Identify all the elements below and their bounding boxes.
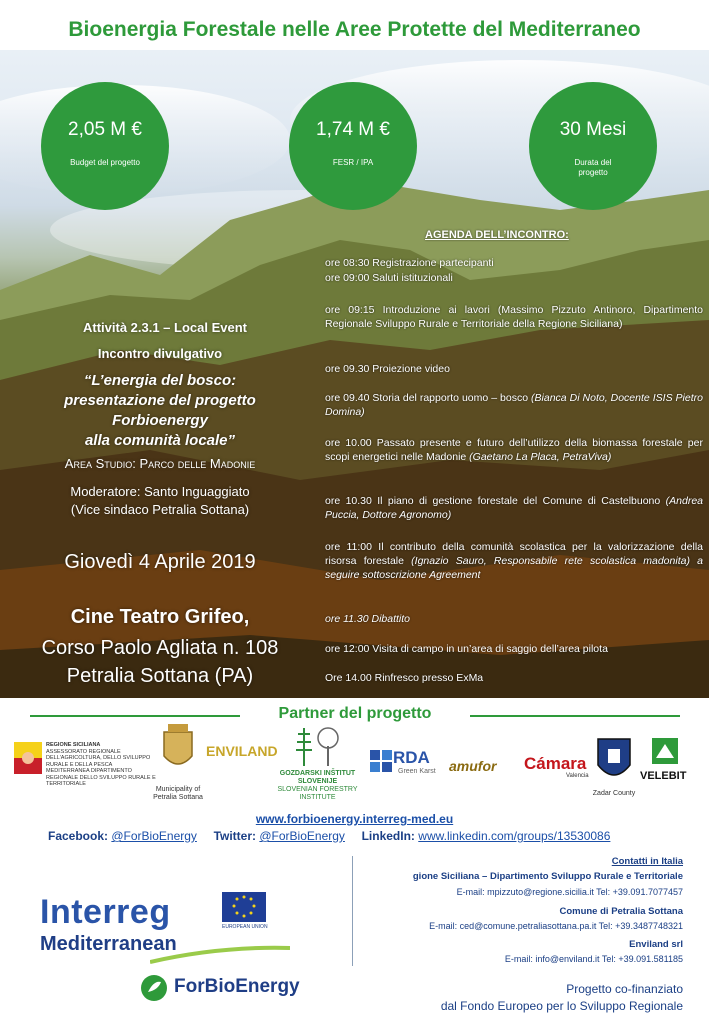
linkedin-label: LinkedIn: [361, 829, 415, 843]
agenda-item: ore 08:30 Registrazione partecipanti [325, 257, 494, 269]
contact-line: E-mail: info@enviland.it Tel: +39.091.581185 [504, 954, 683, 964]
enviland-logo[interactable]: ENVILAND [206, 743, 278, 759]
event-title-line: Forbioenergy [112, 412, 208, 429]
municipality-label: Municipality of Petralia Sottana [153, 786, 203, 801]
trees-icon [294, 724, 344, 768]
zadar-county-logo[interactable] [596, 737, 632, 790]
divider [352, 856, 353, 966]
petralia-crest-logo[interactable] [160, 722, 196, 779]
camara-logo[interactable]: Cámara [524, 754, 587, 773]
velebit-logo[interactable] [652, 738, 678, 769]
amufor-logo[interactable]: amufor [449, 758, 497, 774]
gozdarski-subtitle: SLOVENIAN FORESTRY INSTITUTE [277, 786, 358, 801]
duration-circle [529, 82, 657, 210]
event-address-street: Corso Paolo Agliata n. 108 [41, 637, 279, 659]
regione-siciliana-name: REGIONE SICILIANA [46, 742, 101, 748]
event-title-line: presentazione del progetto [64, 392, 256, 409]
fesr-circle [289, 82, 417, 210]
agenda-item: ore 11.30 Dibattito [325, 613, 411, 625]
fesr-label: FESR / IPA [332, 158, 374, 167]
agenda-item: ore 10.00 Passato presente e futuro dell’utilizzo della biomassa forestale per scopi energetici nelle Madonie (Gaetano La Placa, PetraViva) [325, 437, 703, 463]
event-address-city: Petralia Sottana (PA) [66, 665, 254, 687]
eu-flag-icon [222, 892, 266, 922]
shield-icon [596, 737, 632, 785]
rda-mark-icon [370, 750, 392, 772]
regione-siciliana-text [46, 742, 156, 788]
gozdarski-label [270, 770, 365, 802]
agenda-item: ore 10.30 Il piano di gestione forestale del Comune di Castelbuono (Andrea Puccia, Dottore Agronomo) [325, 495, 703, 521]
forbio-logo-mark [140, 974, 168, 1007]
moderator-name: Moderatore: Santo Inguaggiato [70, 484, 250, 499]
eu-label: EUROPEAN UNION [222, 924, 268, 930]
zadar-label: Zadar County [592, 790, 636, 797]
contact-line: E-mail: mpizzuto@regione.sicilia.it Tel: +39.091.7077457 [456, 887, 683, 897]
interreg-logo[interactable]: Interreg [40, 893, 171, 931]
regione-siciliana-subtitle: ASSESSORATO REGIONALE DELL'AGRICOLTURA, DELLO SVILUPPO RURALE E DELLA PESCA MEDITERRANEA DIPARTIMENTO REGIONALE DELLO SVILUPPO RURALE E TERRITORIALE [46, 748, 156, 787]
divider [30, 715, 240, 717]
agenda-item: ore 12:00 Visita di campo in un’area di saggio dell’area pilota [325, 643, 608, 655]
contact-line: E-mail: ced@comune.petraliasottana.pa.it Tel: +39.3487748321 [429, 921, 683, 931]
agenda-item: ore 09:15 Introduzione ai lavori (Massimo Pizzuto Antinoro, Dipartimento Regionale Sviluppo Rurale e Territoriale della Regione Siciliana) [325, 304, 703, 330]
website-link[interactable]: www.forbioenergy.interreg-med.eu [255, 812, 454, 826]
moderator [20, 483, 300, 519]
agenda-title: AGENDA DELL’INCONTRO: [425, 229, 569, 241]
mediterranean-label: Mediterranean [40, 933, 177, 955]
contact-name: Comune di Petralia Sottana [559, 906, 683, 917]
agenda-item: ore 11:00 Il contributo della comunità scolastica per la valorizzazione della risorsa forestale (Ignazio Sauro, Responsabile rete scolastica madonita) a seguire sottoscrizione Agreement [325, 541, 703, 581]
agenda-item: ore 09.40 Storia del rapporto uomo – bosco (Bianca Di Noto, Docente ISIS Pietro Domina) [325, 392, 703, 418]
leaf-icon [140, 974, 168, 1002]
duration-value: 30 Mesi [559, 119, 627, 140]
eu-flag-logo [222, 892, 266, 927]
event-date: Giovedì 4 Aprile 2019 [64, 551, 256, 573]
moderator-role: (Vice sindaco Petralia Sottana) [70, 502, 250, 517]
contacts-title: Contatti in Italia [611, 856, 683, 867]
green-swoosh [150, 944, 290, 969]
budget-circle [41, 82, 169, 210]
velebit-label: VELEBIT [640, 770, 687, 782]
activity-label: Attività 2.3.1 – Local Event [82, 320, 247, 335]
linkedin-link[interactable]: www.linkedin.com/groups/13530086 [418, 829, 611, 843]
facebook-link[interactable]: @ForBioEnergy [111, 829, 197, 843]
duration-label: Durata del progetto [574, 158, 612, 177]
regione-siciliana-logo[interactable] [14, 742, 42, 779]
gozdarski-name: GOZDARSKI INŠTITUT SLOVENIJE [279, 770, 356, 785]
social-links [48, 829, 688, 843]
forbioenergy-label: ForBioEnergy [174, 976, 300, 997]
velebit-mountain-icon [652, 738, 678, 764]
budget-label: Budget del progetto [70, 158, 140, 167]
partners-title: Partner del progetto [278, 705, 432, 722]
facebook-label: Facebook: [48, 829, 109, 843]
contact-name: Enviland srl [629, 939, 683, 950]
twitter-link[interactable]: @ForBioEnergy [259, 829, 345, 843]
gozdarski-logo[interactable] [294, 724, 344, 773]
rda-logo[interactable] [370, 750, 392, 777]
cofinancing-line: dal Fondo Europeo per lo Sviluppo Regionale [440, 999, 683, 1013]
event-type: Incontro divulgativo [97, 346, 223, 361]
swoosh-icon [150, 944, 290, 964]
cofinancing-line: Progetto co-finanziato [566, 982, 683, 996]
event-venue: Cine Teatro Grifeo, [70, 606, 250, 628]
trinacria-icon [14, 742, 42, 774]
rda-label: RDA [393, 748, 430, 767]
divider [470, 715, 680, 717]
agenda-item: ore 09:00 Saluti istituzionali [325, 272, 453, 284]
camara-subtitle: Valencia [566, 773, 589, 779]
fesr-value: 1,74 M € [316, 119, 390, 140]
event-title-line: alla comunità locale” [84, 432, 236, 449]
rda-subtitle: Green Karst [398, 768, 436, 775]
budget-value: 2,05 M € [68, 119, 142, 140]
page-title: Bioenergia Forestale nelle Aree Protette del Mediterraneo [68, 18, 641, 41]
crest-icon [160, 722, 196, 774]
agenda-item: Ore 14.00 Rinfresco presso ExMa [325, 672, 484, 684]
twitter-label: Twitter: [213, 829, 257, 843]
study-area: Area Studio: Parco delle Madonie [64, 456, 256, 471]
agenda-item: ore 09.30 Proiezione video [325, 363, 450, 375]
contact-name: gione Siciliana – Dipartimento Sviluppo Rurale e Territoriale [412, 871, 683, 882]
event-title-line: “L’energia del bosco: [83, 372, 237, 389]
event-title [20, 371, 300, 451]
